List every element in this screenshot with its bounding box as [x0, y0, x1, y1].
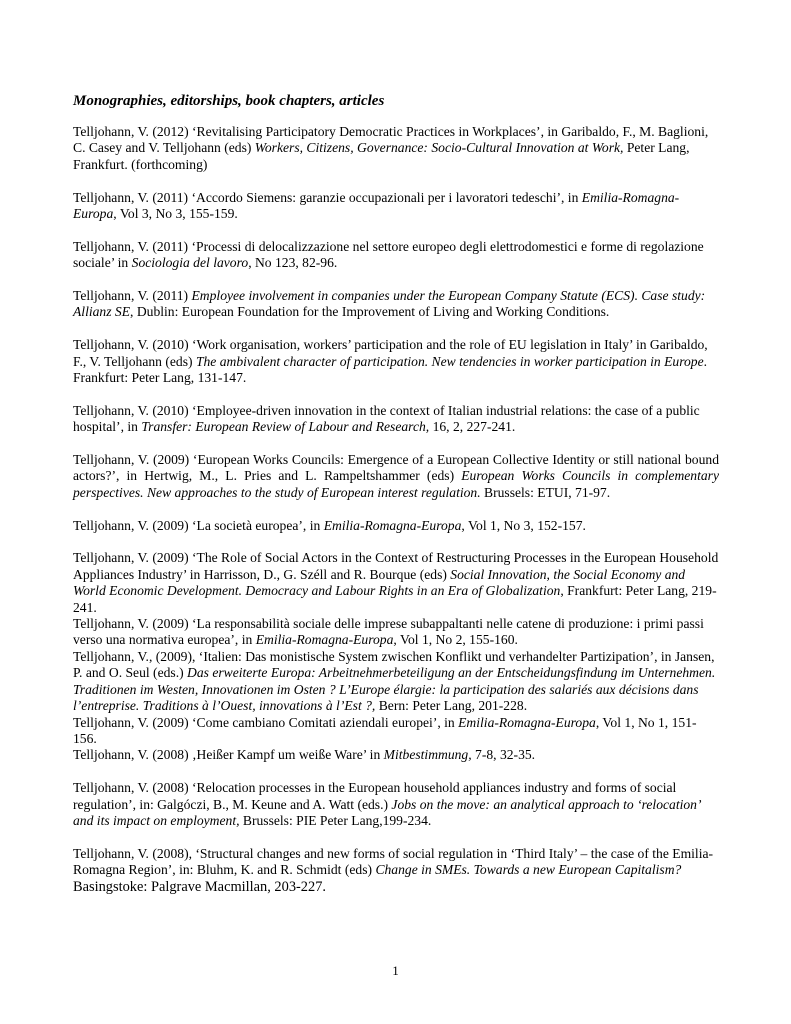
entry-text: Basingstoke: Palgrave Macmillan, 203-227. [73, 878, 326, 895]
entry-title-text: Employee involvement in companies under the European Company Statute (ECS). Case study: Allianz SE [73, 288, 706, 320]
entry-title-text: Mitbestimmung, [383, 747, 472, 763]
entry-text: Telljohann, V. (2012) ‘Revitalising Participatory Democratic Practices in Workplaces’, in Garibaldo, F., M. Baglioni, C. Casey and V. Telljohann (eds) [73, 124, 709, 156]
entry-text: 7-8, 32-35. [471, 747, 536, 763]
entry-title-text: Emilia-Romagna-Europa [73, 189, 680, 222]
bibliography-entry [73, 715, 719, 748]
bibliography-entry [73, 649, 719, 715]
entry-text: Telljohann, V. (2011) ‘Processi di delocalizzazione nel settore europeo degli elettrodomestici e forme di regolazione sociale’ in [73, 238, 704, 271]
entry-title-text: Emilia-Romagna-Europa [323, 517, 462, 533]
entry-text: , Vol 1, No 2, 155-160. [393, 632, 518, 648]
entry-text: Brussels: PIE Peter Lang,199-234. [239, 812, 432, 828]
entry-text: Telljohann, V. (2008) ‚Heißer Kampf um weiße Ware’ in [73, 747, 384, 763]
entry-title-text: European Works Councils in complementary perspectives. New approaches to the study of European interest regulation. [73, 468, 719, 500]
page-number: 1 [392, 963, 399, 978]
entry-text: Telljohann, V. (2009) ‘La società europea’, in [73, 517, 324, 533]
bibliography-entry [73, 846, 719, 895]
bibliography-entry [73, 124, 719, 173]
entry-text: Telljohann, V. (2008) ‘Relocation processes in the European household appliances industry and forms of social regulation’, in: Galgóczi, B., M. Keune and A. Watt (eds.) [73, 780, 677, 812]
bibliography-entry [73, 550, 719, 616]
entry-text: , Frankfurt: Peter Lang, 219-241. [73, 583, 717, 615]
bibliography-entry [73, 239, 719, 272]
entry-title-text: Social Innovation, the Social Economy and World Economic Development. Democracy and Labour Rights in an Era of Globalization [73, 566, 686, 599]
entry-title-text: Emilia-Romagna-Europa [458, 714, 596, 730]
entry-text: Telljohann, V. (2008), ‘Structural changes and new forms of social regulation in ‘Third Italy’ – the case of the Emilia-Romagna Region’, in: Bluhm, K. and R. Schmidt (eds) [73, 845, 714, 878]
entry-text: Peter Lang, Frankfurt. (forthcoming) [73, 140, 690, 172]
entry-text: Telljohann, V. (2009) ‘The Role of Social Actors in the Context of Restructuring Processes in the European Household Appliances Industry’ in Harrisson, D., G. Széll and R. Bourque (eds) [73, 550, 719, 582]
entry-title-text: Sociologia del lavoro [131, 255, 249, 271]
bibliography-entry [73, 452, 719, 501]
entry-text: Telljohann, V. (2011) ‘Accordo Siemens: garanzie occupazionali per i lavoratori tedeschi’, in [73, 189, 582, 205]
entry-title-text: Emilia-Romagna-Europa [255, 632, 394, 648]
entry-text: Telljohann, V. (2011) [73, 288, 192, 304]
entry-text: , Vol 1, No 1, 151-156. [73, 714, 697, 746]
bibliography-entry [73, 190, 719, 223]
entry-text: , Vol 1, No 3, 152-157. [461, 517, 586, 533]
bibliography-entry [73, 518, 719, 534]
entry-title-text: Das erweiterte Europa: Arbeitnehmerbeteiligung an der Entscheidungsfindung im Unternehmen. Traditionen im Westen, Innovationen im Osten ? L’Europe élargie: la participation des salariés aux décisions dans l’entreprise. Traditions à l’Ouest, innovations à l’Est ?, [73, 665, 716, 714]
entry-text: 16, 2, 227-241. [429, 419, 516, 435]
bibliography-entry [73, 616, 719, 649]
bibliography-list [73, 124, 719, 895]
bibliography-entry [73, 780, 719, 829]
entry-text: , No 123, 82-96. [248, 255, 338, 271]
entry-text: Brussels: ETUI, 71-97. [480, 484, 611, 500]
entry-title-text: Transfer: European Review of Labour and Research, [141, 419, 430, 435]
entry-text: Telljohann, V. (2010) ‘Employee-driven innovation in the context of Italian industrial relations: the case of a public hospital’, in [73, 402, 700, 435]
entry-title-text: Jobs on the move: an analytical approach to ‘relocation’ and its impact on employment, [73, 796, 700, 828]
section-heading: Monographies, editorships, book chapters, articles [73, 93, 385, 109]
entry-text: Telljohann, V. (2009) ‘European Works Councils: Emergence of a European Collective Identity or still national bound actors?’, in Hertwig, M., L. Pries and L. Rampeltshammer (eds) [73, 452, 719, 484]
entry-text: Telljohann, V., (2009), ‘Italien: Das monistische System zwischen Konflikt und verhandelter Partizipation’, in Jansen, P. and O. Seul (eds.) [73, 648, 715, 681]
bibliography-entry [73, 403, 719, 436]
entry-text: , Vol 3, No 3, 155-159. [113, 206, 238, 222]
entry-title-text: Change in SMEs. Towards a new European Capitalism? [375, 862, 682, 878]
entry-text: , Dublin: European Foundation for the Improvement of Living and Working Conditions. [130, 304, 610, 320]
entry-title-text: The ambivalent character of participation. New tendencies in worker participation in Europe [195, 353, 704, 369]
bibliography-entry [73, 288, 719, 321]
bibliography-entry [73, 747, 719, 763]
entry-text: Telljohann, V. (2009) ‘Come cambiano Comitati aziendali europei’, in [73, 714, 459, 730]
entry-text: Bern: Peter Lang, 201-228. [375, 698, 528, 714]
entry-text: Telljohann, V. (2010) ‘Work organisation, workers’ participation and the role of EU legislation in Italy’ in Garibaldo, F., V. Telljohann (eds) [73, 337, 708, 369]
entry-text: Telljohann, V. (2009) ‘La responsabilità sociale delle imprese subappaltanti nelle catene di produzione: i primi passi verso una normativa europea’, in [73, 616, 704, 648]
bibliography-entry [73, 337, 719, 386]
entry-text: . Frankfurt: Peter Lang, 131-147. [73, 353, 708, 386]
entry-title-text: Workers, Citizens, Governance: Socio-Cultural Innovation at Work, [254, 140, 624, 156]
